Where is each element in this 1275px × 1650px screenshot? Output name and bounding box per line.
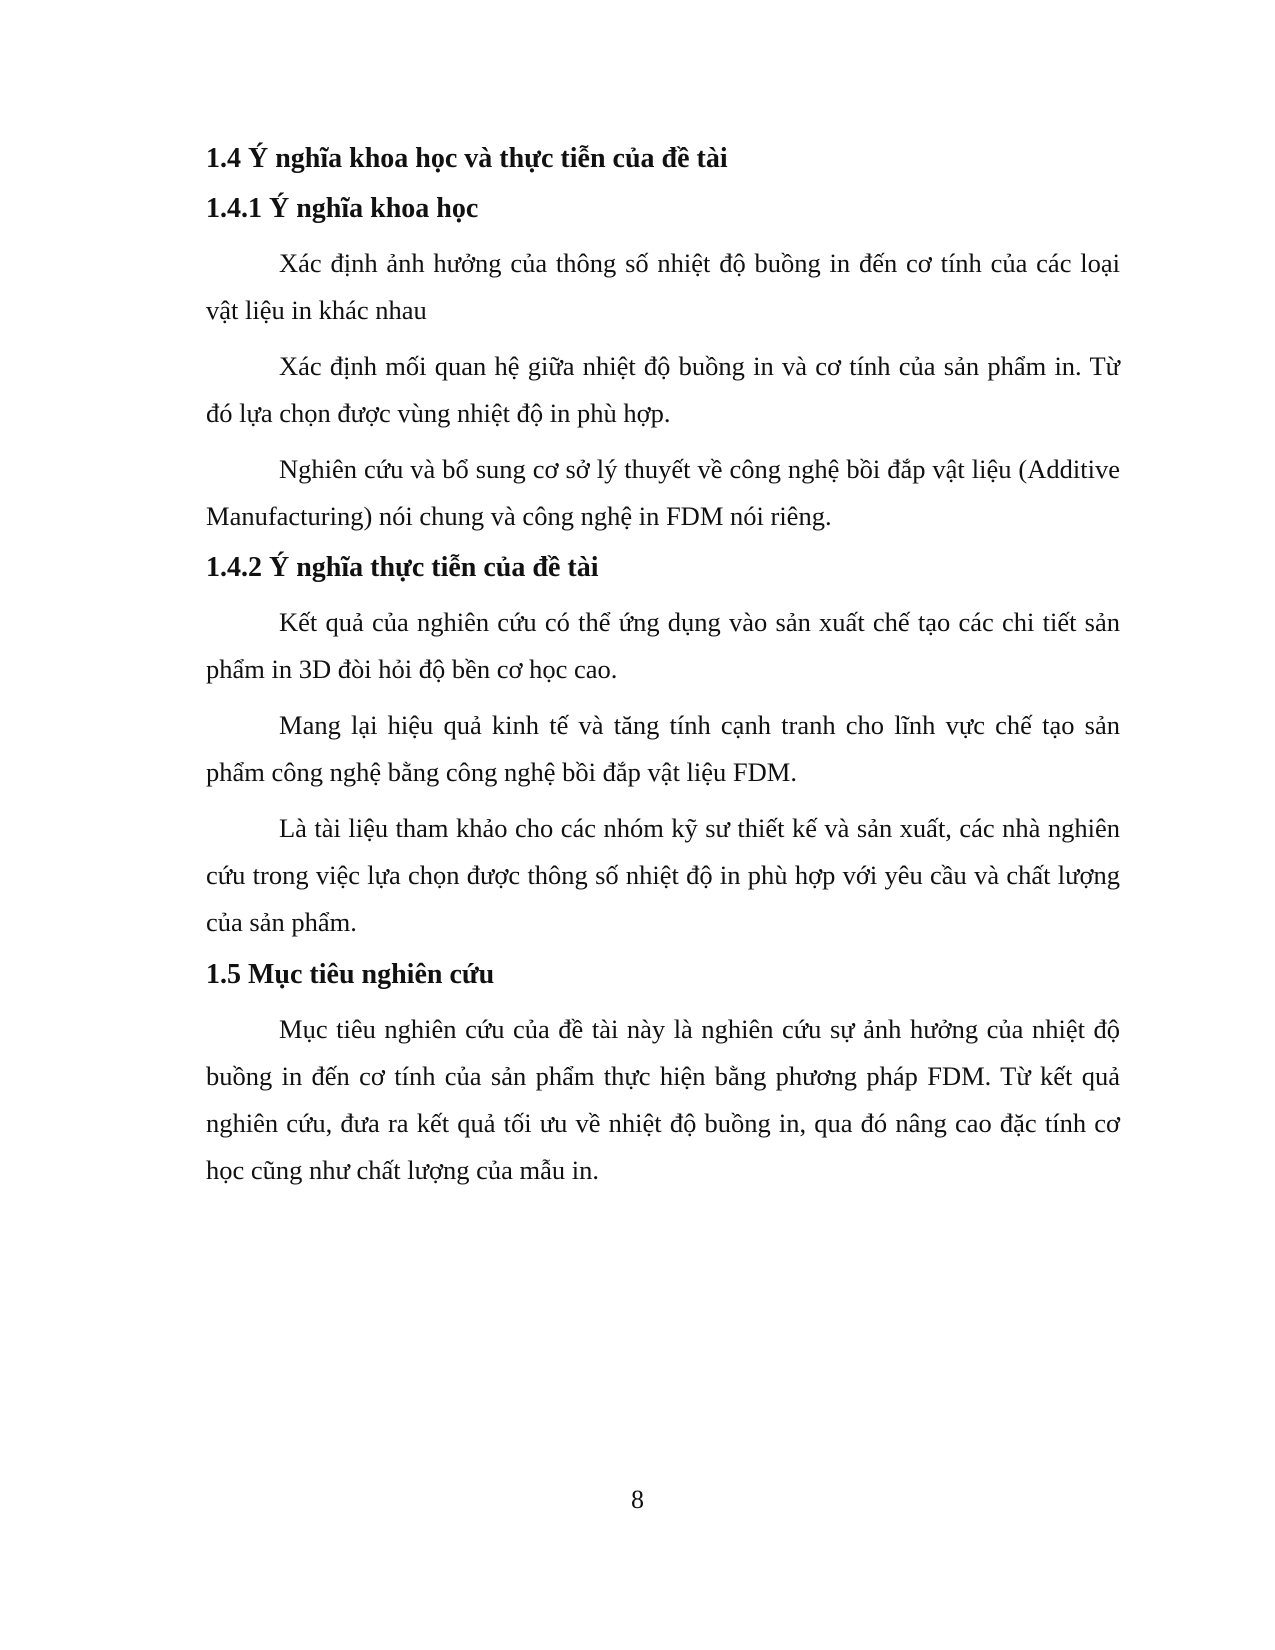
paragraph: Mục tiêu nghiên cứu của đề tài này là nghiên cứu sự ảnh hưởng của nhiệt độ buồng in đến cơ tính của sản phẩm thực hiện bằng phương pháp FDM. Từ kết quả nghiên cứu, đưa ra kết quả tối ưu về nhiệt độ buồng in, qua đó nâng cao đặc tính cơ học cũng như chất lượng của mẫu in. (206, 1014, 1120, 1185)
section-heading-1-4-1: 1.4.1 Ý nghĩa khoa học (206, 193, 479, 224)
page-content (206, 140, 1120, 1203)
paragraph: Là tài liệu tham khảo cho các nhóm kỹ sư thiết kế và sản xuất, các nhà nghiên cứu trong việc lựa chọn được thông số nhiệt độ in phù hợp với yêu cầu và chất lượng của sản phẩm. (206, 813, 1120, 937)
paragraph: Kết quả của nghiên cứu có thể ứng dụng vào sản xuất chế tạo các chi tiết sản phẩm in 3D đòi hỏi độ bền cơ học cao. (206, 607, 1120, 684)
paragraph: Xác định ảnh hưởng của thông số nhiệt độ buồng in đến cơ tính của các loại vật liệu in khác nhau (206, 248, 1120, 325)
paragraph: Xác định mối quan hệ giữa nhiệt độ buồng in và cơ tính của sản phẩm in. Từ đó lựa chọn được vùng nhiệt độ in phù hợp. (206, 351, 1120, 428)
paragraph: Nghiên cứu và bổ sung cơ sở lý thuyết về công nghệ bồi đắp vật liệu (Additive Manufacturing) nói chung và công nghệ in FDM nói riêng. (206, 454, 1120, 531)
paragraph: Mang lại hiệu quả kinh tế và tăng tính cạnh tranh cho lĩnh vực chế tạo sản phẩm công nghệ bằng công nghệ bồi đắp vật liệu FDM. (206, 710, 1120, 787)
section-heading-1-4-2: 1.4.2 Ý nghĩa thực tiễn của đề tài (206, 552, 599, 583)
page-number: 8 (631, 1485, 644, 1514)
section-heading-1-4: 1.4 Ý nghĩa khoa học và thực tiễn của đề tài (206, 143, 728, 174)
section-heading-1-5: 1.5 Mục tiêu nghiên cứu (206, 959, 495, 990)
